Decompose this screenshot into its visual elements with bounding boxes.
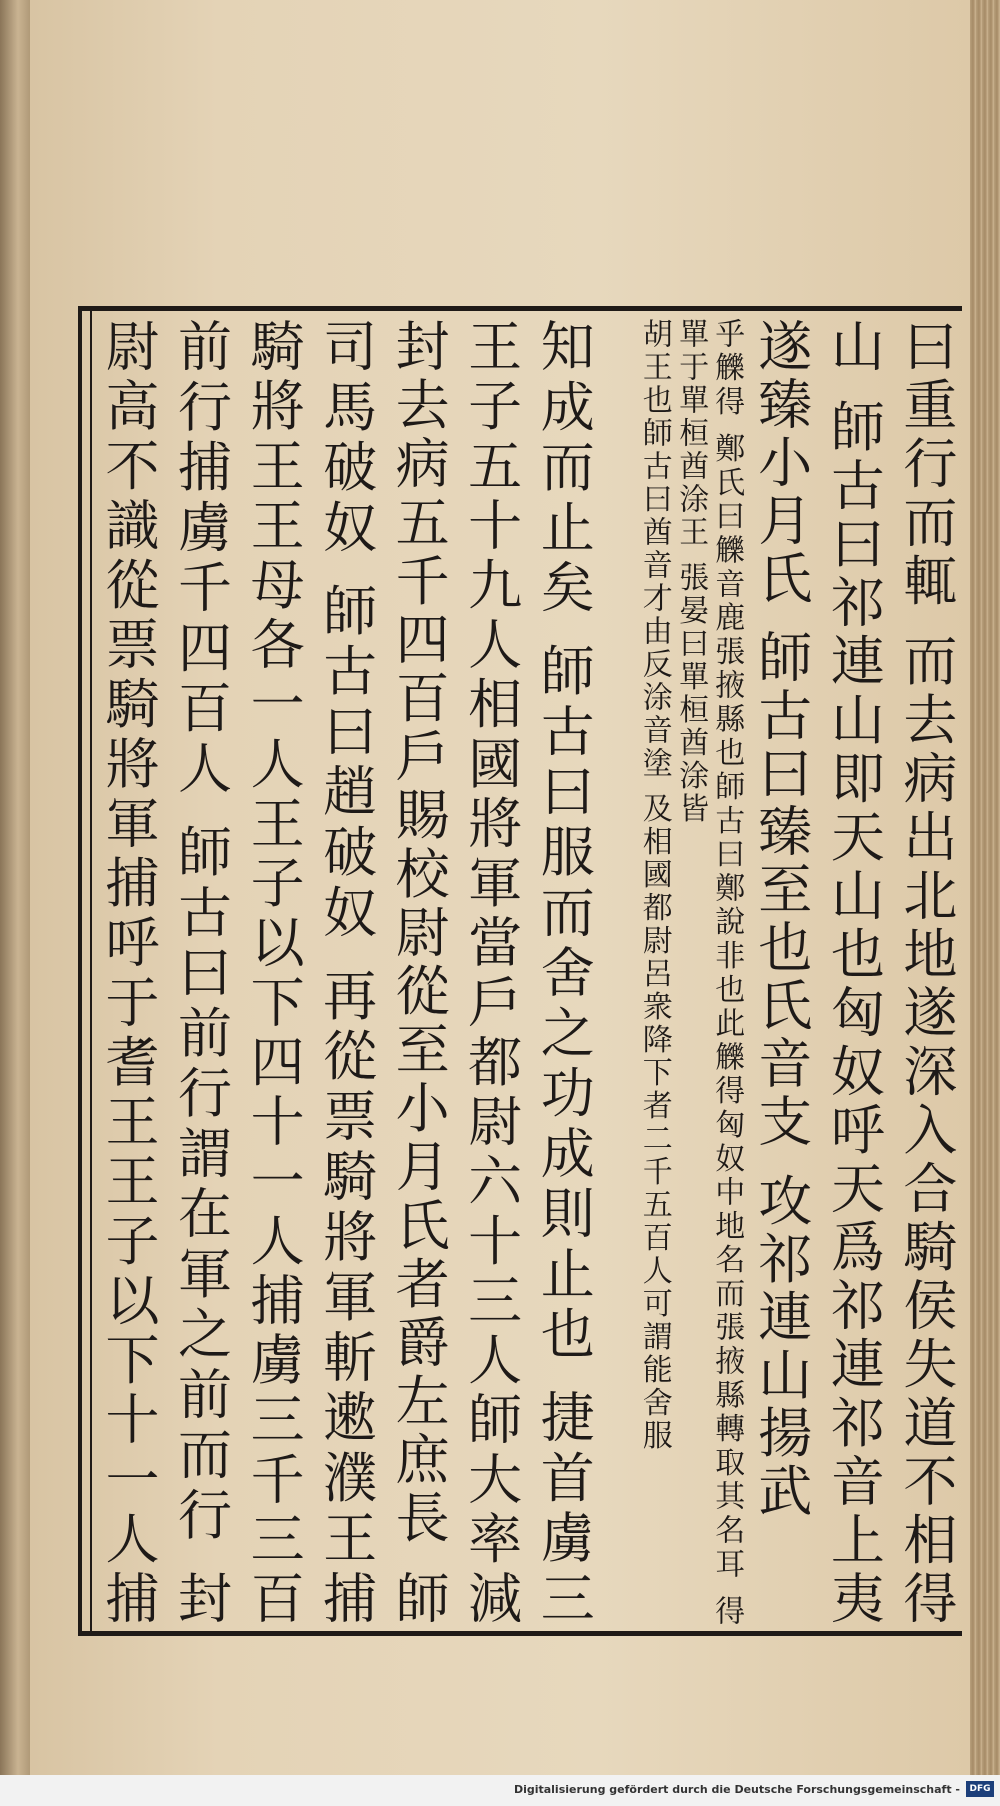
text-column: 尉高不識從票騎將軍捕呼于耆王王子以下十一人捕 — [97, 318, 160, 1628]
text-column: 遂臻小月氏 師古曰臻至也氏音支 攻祁連山揚武 — [749, 318, 813, 1521]
left-page-edge — [0, 0, 30, 1806]
footer-credit: Digitalisierung gefördert durch die Deutsche Forschungsgemeinschaft - — [513, 1783, 960, 1796]
text-column: 前行捕虜千四百人 師古曰前行謂在軍之前而行 封 — [169, 318, 233, 1628]
text-column: 王子五十九人相國將軍當戶都尉六十三人師大率減 — [459, 318, 523, 1628]
text-column: 司馬破奴 師古曰趙破奴 再從票騎將軍斬遬濮王捕 — [314, 318, 378, 1628]
footer — [0, 1775, 1000, 1806]
dfg-logo: DFG — [966, 1781, 994, 1797]
text-column: 乎觻得 鄭氏曰觻音鹿張掖縣也師古曰鄭說非也此觻得匈奴中地名而張掖縣轉取其名耳 得單于單桓酋涂王 張晏曰單桓酋涂皆 — [673, 318, 745, 1628]
text-column: 曰重行而輒 而去病出北地遂深入合騎侯失道不相得 — [894, 318, 958, 1628]
text-column: 山 師古曰祁連山即天山也匈奴呼天爲祁連祁音上夷 — [822, 318, 886, 1628]
right-page-edge — [970, 0, 1000, 1775]
text-column: 知成而止矣 師古曰服而舍之功成則止也 捷首虜三 — [532, 318, 596, 1628]
text-column: 騎將王王母各一人王子以下四十一人捕虜三千三百 — [242, 318, 306, 1628]
text-column: 封去病五千四百戶賜校尉從至小月氏者爵左庶長 師 — [387, 318, 451, 1628]
text-columns — [92, 318, 962, 1628]
text-column: 胡王也師古曰酋音才由反涂音塗 及相國都尉呂衆降下者二千五百人可謂能舍服 — [636, 318, 672, 1453]
